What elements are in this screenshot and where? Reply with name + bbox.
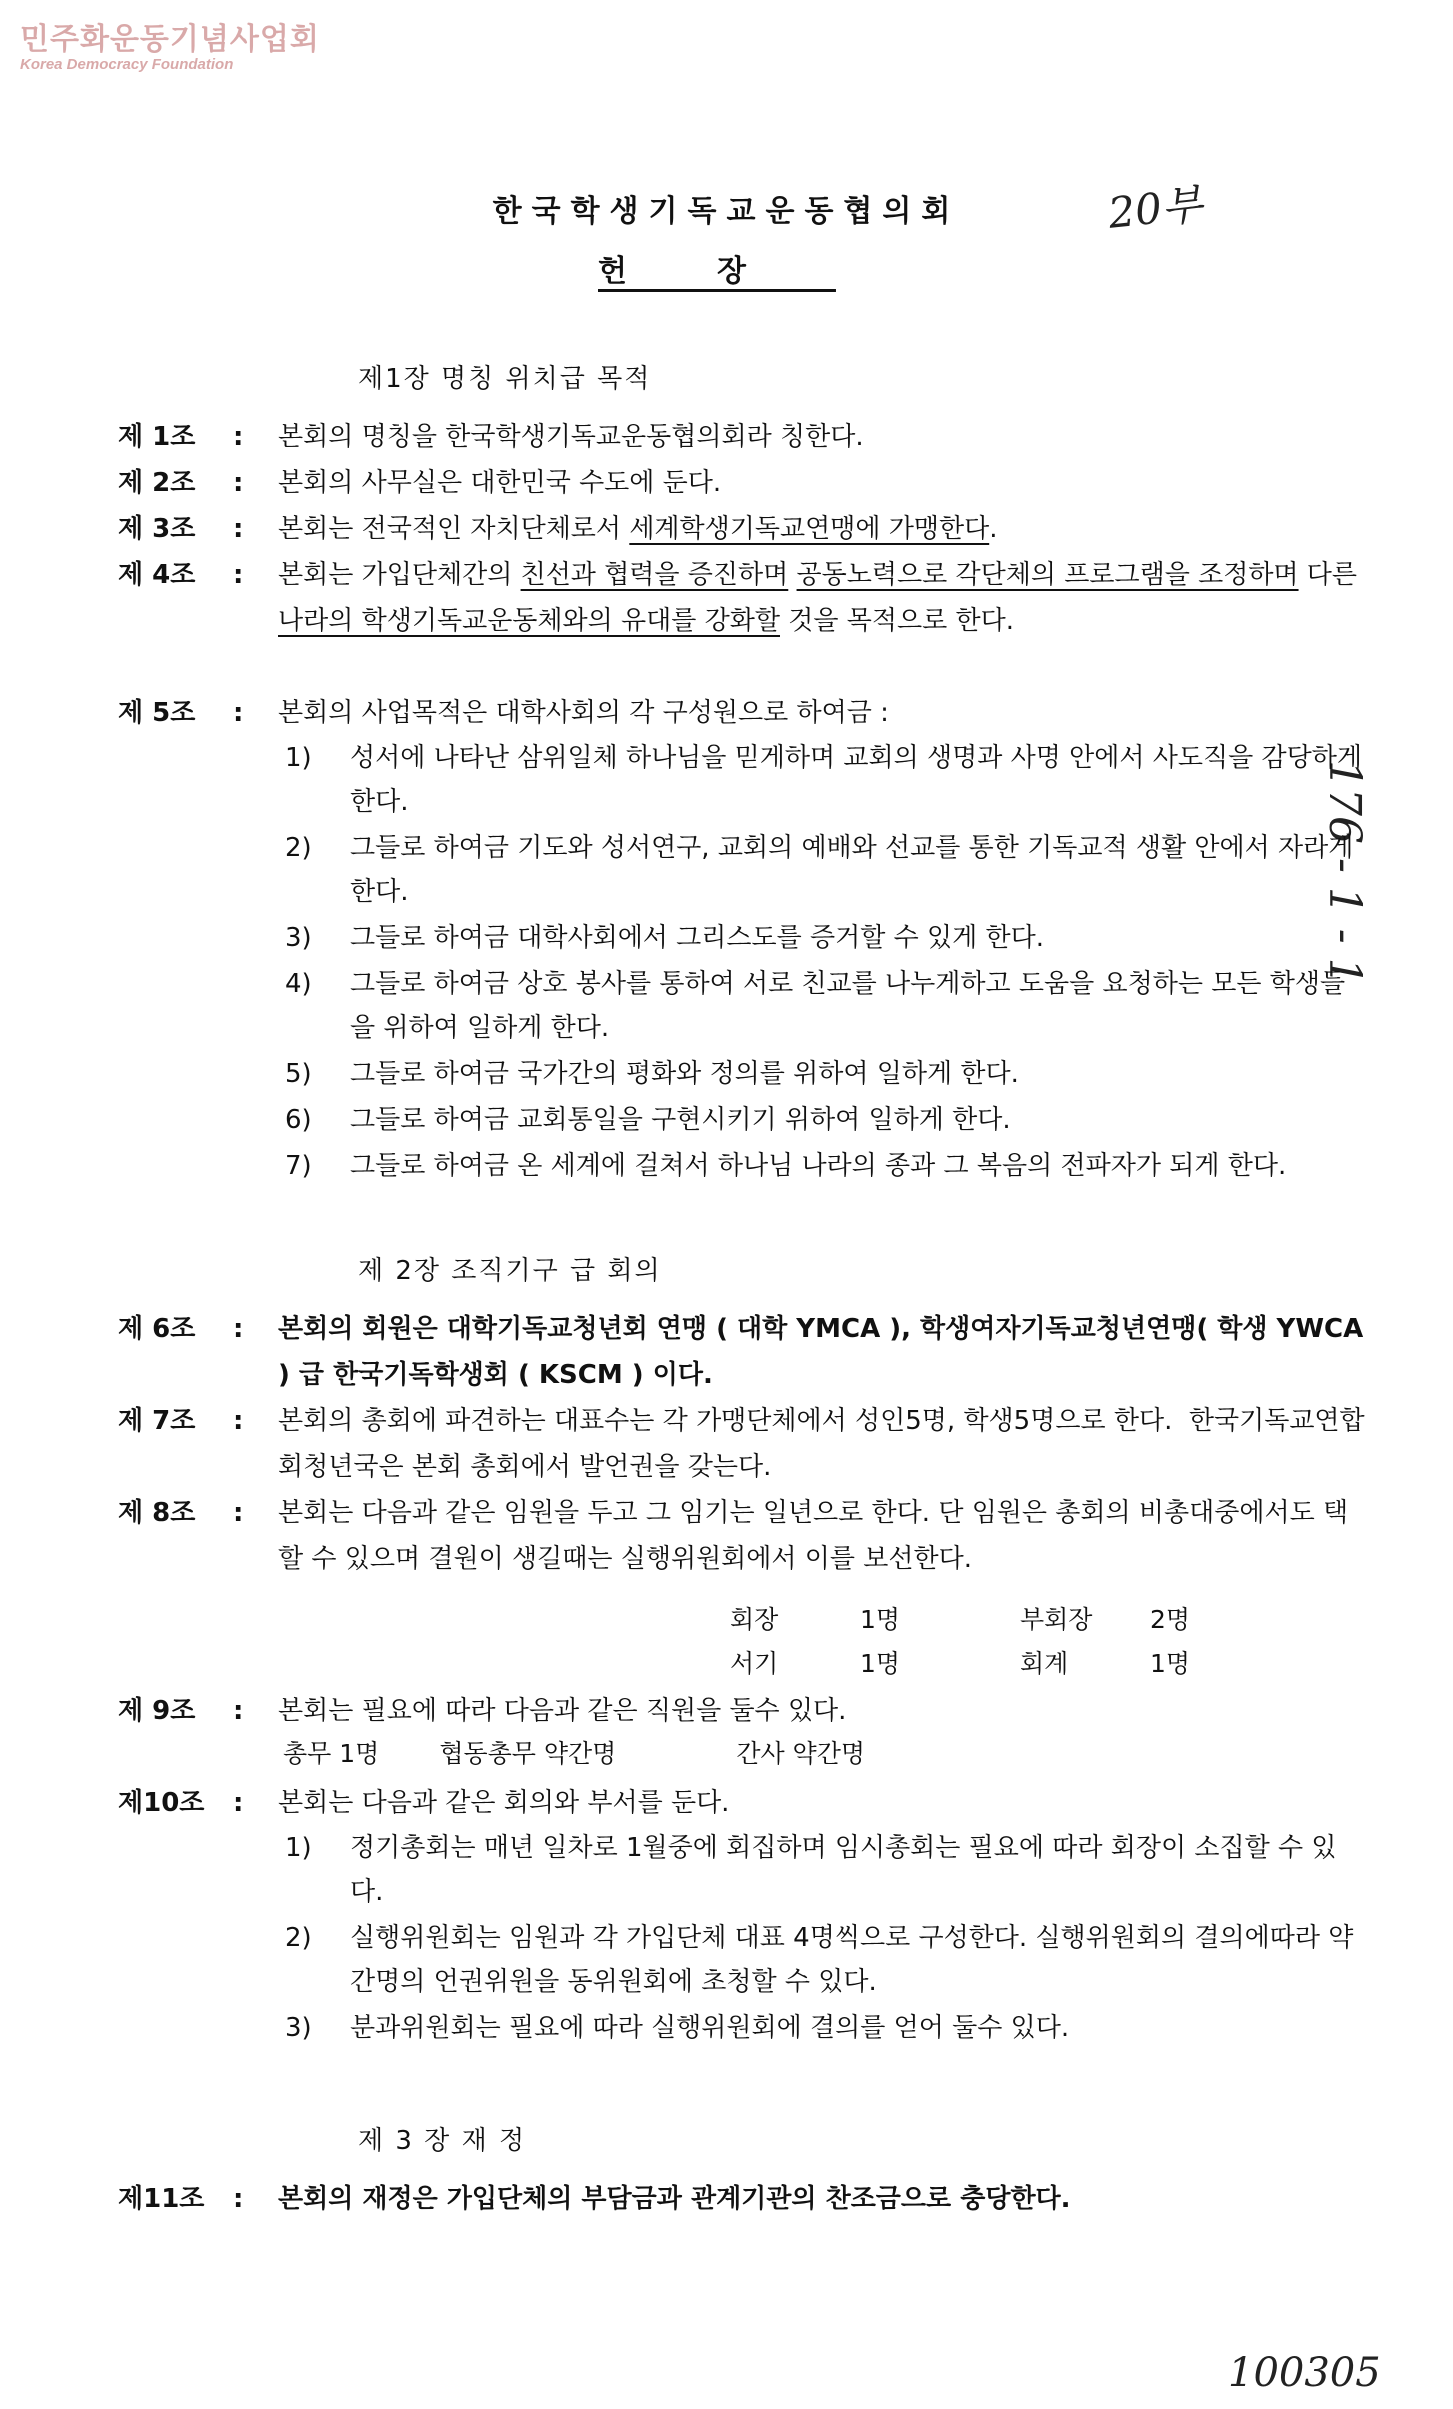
list-item: 3) 그들로 하여금 대학사회에서 그리스도를 증거할 수 있게 한다. xyxy=(285,923,1045,953)
article-7 xyxy=(118,1398,1368,1490)
list-item: 2) 실행위원회는 임원과 각 가입단체 대표 4명씩으로 구성한다. 실행위원회의 결의에따라 약간명의 언권위원을 동위원회에 초청할 수 있다. xyxy=(285,1923,1354,1997)
list-item: 5) 그들로 하여금 국가간의 평화와 정의를 위하여 일하게 한다. xyxy=(285,1059,1019,1089)
article-text: 본회의 사업목적은 대학사회의 각 구성원으로 하여금 : xyxy=(278,698,889,728)
article-10-items xyxy=(285,1826,1365,2052)
colon: : xyxy=(233,422,244,452)
article-text: 본회는 다음과 같은 임원을 두고 그 임기는 일년으로 한다. 단 임원은 총회의 비총대중에서도 택할 수 있으며 결원이 생길때는 실행위원회에서 이를 보선한다. xyxy=(278,1498,1349,1574)
article-5 xyxy=(118,690,1368,736)
watermark-logo xyxy=(20,14,320,73)
article-number: 제 4조 xyxy=(118,560,196,590)
article-text: 본회는 가입단체간의 친선과 협력을 증진하며 공동노력으로 각단체의 프로그램을 조정하며 다른나라의 학생기독교운동체와의 유대를 강화할 것을 목적으로 한다. xyxy=(278,560,1358,636)
article-8 xyxy=(118,1490,1368,1582)
colon: : xyxy=(233,1498,244,1528)
list-item: 6) 그들로 하여금 교회통일을 구현시키기 위하여 일하게 한다. xyxy=(285,1105,1011,1135)
officers-table xyxy=(730,1598,1270,1686)
list-item: 1) 정기총회는 매년 일차로 1월중에 회집하며 임시총회는 필요에 따라 회장이 소집할 수 있다. xyxy=(285,1833,1337,1907)
list-item: 총무 1명 xyxy=(283,1739,380,1768)
document-subtitle: 헌장 xyxy=(598,254,836,289)
colon: : xyxy=(233,698,244,728)
watermark-korean: 민주화운동기념사업회 xyxy=(20,22,320,57)
handwritten-page-number: 100305 xyxy=(1228,2350,1381,2396)
article-number: 제 7조 xyxy=(118,1406,196,1436)
document-title: 한국학생기독교운동협의회 xyxy=(492,194,961,229)
colon: : xyxy=(233,514,244,544)
article-number: 제 2조 xyxy=(118,468,196,498)
colon: : xyxy=(233,468,244,498)
article-number: 제 5조 xyxy=(118,698,196,728)
article-number: 제10조 xyxy=(118,1788,205,1818)
article-9 xyxy=(118,1688,1368,1734)
colon: : xyxy=(233,2184,244,2214)
article-2 xyxy=(118,460,1368,506)
chapter-heading: 제 2장 조직기구 급 회의 xyxy=(358,1256,662,1286)
watermark-english: Korea Democracy Foundation xyxy=(20,56,234,73)
article-number: 제 6조 xyxy=(118,1314,196,1344)
chapter-heading: 제1장 명칭 위치급 목적 xyxy=(358,364,652,394)
article-5-items xyxy=(285,736,1365,1190)
staff-list xyxy=(283,1734,865,1770)
colon: : xyxy=(233,1788,244,1818)
table-row: 회장 1명 부회장 2명 xyxy=(730,1605,1191,1634)
article-text: 본회의 재정은 가입단체의 부담금과 관계기관의 찬조금으로 충당한다. xyxy=(278,2184,1071,2214)
article-6 xyxy=(118,1306,1373,1398)
list-item: 1) 성서에 나타난 삼위일체 하나님을 믿게하며 교회의 생명과 사명 안에서 사도직을 감당하게 한다. xyxy=(285,743,1362,817)
article-text: 본회의 회원은 대학기독교청년회 연맹 ( 대학 YMCA ), 학생여자기독교청년연맹( 학생 YWCA ) 급 한국기독학생회 ( KSCM ) 이다. xyxy=(278,1314,1373,1390)
article-10 xyxy=(118,1780,1368,1826)
article-text: 본회는 필요에 따라 다음과 같은 직원을 둘수 있다. xyxy=(278,1696,847,1726)
list-item: 협동총무 약간명 xyxy=(439,1739,617,1768)
list-item: 4) 그들로 하여금 상호 봉사를 통하여 서로 친교를 나누게하고 도움을 요청하는 모든 학생들을 위하여 일하게 한다. xyxy=(285,969,1346,1043)
article-number: 제 3조 xyxy=(118,514,196,544)
article-number: 제 8조 xyxy=(118,1498,196,1528)
chapter-heading: 제 3 장 재 정 xyxy=(358,2126,527,2156)
article-number: 제 1조 xyxy=(118,422,196,452)
article-3 xyxy=(118,506,1368,552)
article-1 xyxy=(118,414,1368,460)
list-item: 3) 분과위원회는 필요에 따라 실행위원회에 결의를 얻어 둘수 있다. xyxy=(285,2013,1070,2043)
handwritten-file-number: 176 - 1 - 1 xyxy=(1319,760,1370,986)
article-text: 본회의 사무실은 대한민국 수도에 둔다. xyxy=(278,468,722,498)
article-number: 제 9조 xyxy=(118,1696,196,1726)
article-number: 제11조 xyxy=(118,2184,205,2214)
table-row: 서기 1명 회계 1명 xyxy=(730,1649,1191,1678)
colon: : xyxy=(233,1406,244,1436)
article-11 xyxy=(118,2176,1168,2222)
article-text: 본회의 총회에 파견하는 대표수는 각 가맹단체에서 성인5명, 학생5명으로 한다. 한국기독교연합회청년국은 본회 총회에서 발언권을 갖는다. xyxy=(278,1406,1365,1482)
article-4 xyxy=(118,552,1368,644)
article-text: 본회는 전국적인 자치단체로서 세계학생기독교연맹에 가맹한다. xyxy=(278,514,998,544)
article-text: 본회의 명칭을 한국학생기독교운동협의회라 칭한다. xyxy=(278,422,864,452)
handwritten-copy-count: 20부 xyxy=(1105,179,1205,238)
list-item: 7) 그들로 하여금 온 세계에 걸쳐서 하나님 나라의 종과 그 복음의 전파자가 되게 한다. xyxy=(285,1151,1287,1181)
colon: : xyxy=(233,1696,244,1726)
list-item: 2) 그들로 하여금 기도와 성서연구, 교회의 예배와 선교를 통한 기독교적 생활 안에서 자라게 한다. xyxy=(285,833,1354,907)
colon: : xyxy=(233,560,244,590)
list-item: 간사 약간명 xyxy=(736,1739,866,1768)
colon: : xyxy=(233,1314,244,1344)
article-text: 본회는 다음과 같은 회의와 부서를 둔다. xyxy=(278,1788,730,1818)
